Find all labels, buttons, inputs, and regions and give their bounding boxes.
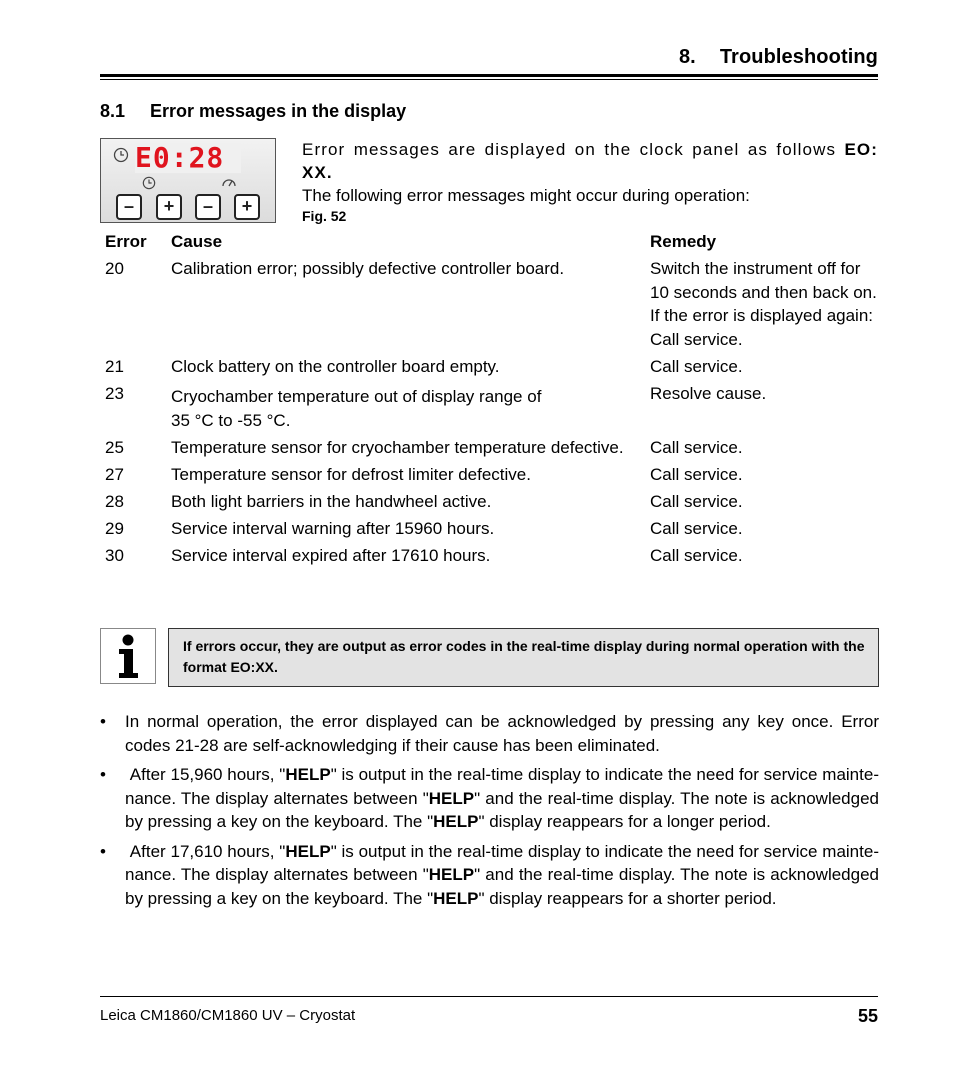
error-remedy: Call service. [650, 519, 743, 538]
help-keyword: HELP [285, 841, 331, 861]
text-segment: After 17,610 hours, " [129, 841, 286, 861]
error-code: 27 [105, 465, 124, 484]
footer-product: Leica CM1860/CM1860 UV – Cryostat [100, 1007, 356, 1024]
text-segment: " display reappears for a longer period. [478, 812, 771, 831]
error-code: 28 [105, 492, 124, 511]
error-remedy [650, 257, 882, 351]
error-code: 21 [105, 357, 124, 376]
error-code: 20 [105, 259, 124, 278]
error-code: 29 [105, 519, 124, 538]
info-note: If errors occur, they are output as error codes in the real-time display during normal operation with the format EO:XX. [168, 628, 879, 687]
text-segment: After 15,960 hours, " [129, 765, 286, 784]
intro-line-2: The following error messages might occur during operation: [302, 186, 750, 205]
led-display: E0:28 [135, 143, 241, 173]
intro-line-1 [302, 138, 878, 184]
list-item [100, 710, 879, 757]
header-rule-thick [100, 74, 878, 77]
error-cause: Calibration error; possibly defective controller board. [171, 259, 565, 278]
table-row [105, 544, 880, 571]
error-remedy: Call service. [650, 492, 743, 511]
error-remedy: Call service. [650, 546, 743, 565]
bullet-text [125, 842, 879, 908]
cause-line: 35 °C to -55 °C. [171, 410, 291, 430]
remedy-line: If the error is displayed again: [650, 306, 874, 325]
error-remedy: Call service. [650, 357, 743, 376]
error-remedy: Resolve cause. [650, 384, 767, 403]
clock-icon [113, 147, 129, 163]
footer-rule [100, 996, 878, 997]
error-remedy: Call service. [650, 465, 743, 484]
header-remedy: Remedy [650, 232, 717, 251]
table-header-row [105, 230, 880, 257]
table-row [105, 355, 880, 382]
error-cause: Service interval expired after 17610 hours. [171, 546, 491, 565]
list-item [100, 840, 879, 911]
header-error: Error [105, 232, 147, 251]
table-row [105, 490, 880, 517]
page-number: 55 [857, 1006, 878, 1026]
chapter-heading [679, 46, 878, 69]
error-cause: Both light barriers in the handwheel active. [171, 492, 492, 511]
text-segment: " is output in the real-time display to indicate the need for service maintenance. The display alternates between " [125, 765, 879, 808]
plus-key-2: + [234, 194, 260, 220]
timer-icon [142, 176, 156, 190]
section-heading [100, 101, 406, 122]
error-code: 23 [105, 384, 124, 403]
figure-caption: Fig. 52 [302, 208, 347, 224]
help-keyword: HELP [428, 865, 475, 884]
error-code: 30 [105, 546, 124, 565]
error-cause: Service interval warning after 15960 hours. [171, 519, 495, 538]
chapter-title: Troubleshooting [719, 46, 878, 68]
header-cause: Cause [171, 232, 223, 251]
cause-line: Cryochamber temperature out of display range of [171, 387, 542, 406]
table-row [105, 257, 880, 355]
plus-key-1: + [156, 194, 182, 220]
list-item [100, 763, 879, 834]
section-title: Error messages in the display [150, 101, 407, 121]
error-cause: Temperature sensor for cryochamber temperature defective. [171, 438, 624, 457]
help-keyword: HELP [285, 765, 331, 784]
bullet-dot: • [100, 712, 106, 731]
text-segment: " and the real-time display. The note is acknowledged by pressing a key on the keyboard. The " [125, 788, 880, 831]
table-row [105, 436, 880, 463]
temperature-icon [221, 176, 237, 188]
intro-line-1-text: Error messages are displayed on the clock panel as follows [302, 140, 845, 159]
help-keyword: HELP [433, 812, 479, 831]
error-table [105, 230, 880, 571]
error-format-code: EO: XX. [302, 140, 878, 182]
remedy-line: Call service. [650, 329, 743, 349]
bullet-text [125, 765, 879, 831]
remedy-line: 10 seconds and then back on. [650, 282, 877, 302]
chapter-number: 8. [678, 46, 696, 68]
bullet-dot: • [100, 841, 106, 861]
error-cause [171, 385, 641, 432]
intro-paragraph [302, 138, 878, 207]
error-code: 25 [105, 438, 124, 457]
table-row [105, 382, 880, 436]
bullet-list [100, 710, 879, 916]
minus-key-2: – [195, 194, 221, 220]
clock-panel-figure [100, 138, 276, 223]
text-segment: " and the real-time display. The note is acknowledged by pressing a key on the keyboard. The " [125, 865, 880, 908]
help-keyword: HELP [433, 888, 479, 908]
header-rule-thin [100, 79, 878, 80]
info-icon [101, 629, 155, 683]
table-row [105, 463, 880, 490]
bullet-text: In normal operation, the error displayed can be acknowledged by pressing any key once. Error codes 21-28 are self-acknowledging if their cause has been eliminated. [125, 712, 879, 755]
remedy-line: Switch the instrument off for [650, 259, 861, 278]
help-keyword: HELP [428, 788, 475, 808]
error-cause: Temperature sensor for defrost limiter defective. [171, 465, 531, 484]
text-segment: " is output in the real-time display to indicate the need for service maintenance. The display alternates between " [125, 841, 879, 884]
info-icon-box [100, 628, 156, 684]
bullet-dot: • [100, 765, 106, 784]
section-number: 8.1 [100, 101, 126, 121]
table-row [105, 517, 880, 544]
text-segment: " display reappears for a shorter period. [478, 888, 777, 908]
error-remedy: Call service. [650, 438, 743, 457]
error-cause: Clock battery on the controller board empty. [171, 357, 500, 376]
minus-key-1: – [116, 194, 142, 220]
